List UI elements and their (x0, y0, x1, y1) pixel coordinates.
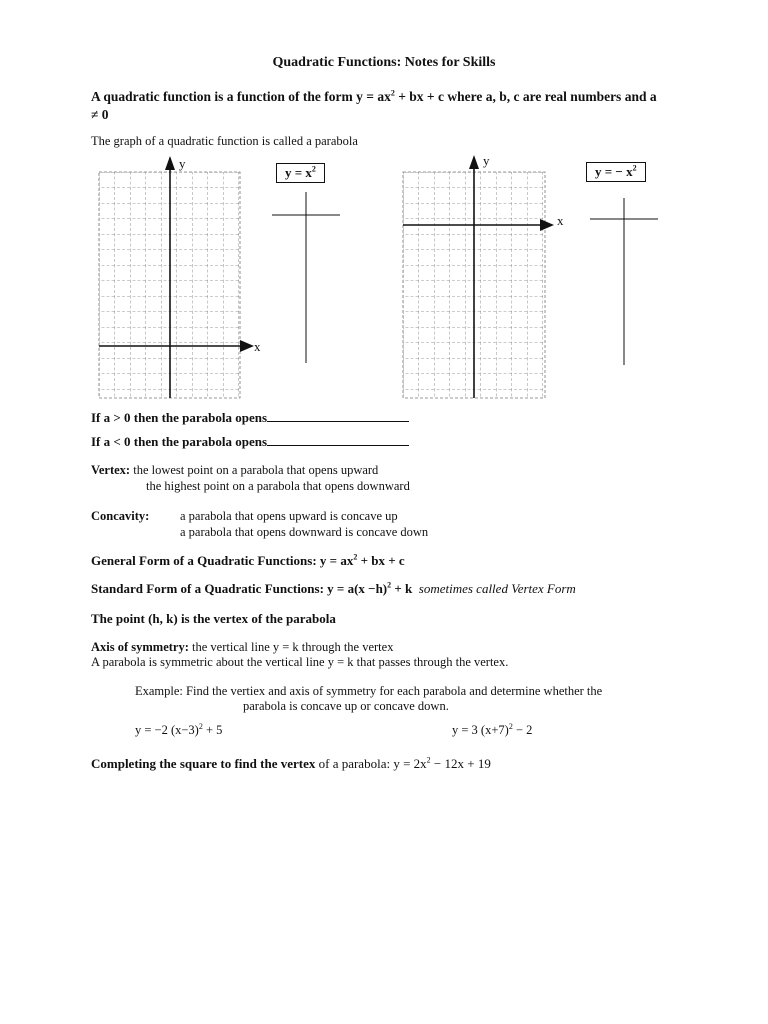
coordinate-grid-right (403, 155, 554, 398)
graph-intro: The graph of a quadratic function is called a parabola (91, 134, 358, 148)
example-instructions-line2: parabola is concave up or concave down. (243, 699, 449, 713)
t-table-right (590, 198, 658, 365)
concavity-label: Concavity: (91, 509, 150, 523)
x-axis-label-right: x (557, 213, 564, 228)
y-axis-label-left: y (179, 156, 186, 171)
axis-of-symmetry: Axis of symmetry: the vertical line y = k through the vertex (91, 640, 394, 654)
opens-up-prompt: If a > 0 then the parabola opens (91, 410, 409, 426)
definition-text: A quadratic function is a function of the form $y = ax^2$ + bx + c where a, b, c are real numbers and a ≠ 0 (91, 88, 657, 122)
page-title: Quadratic Functions: Notes for Skills (272, 55, 496, 70)
graphs-area (0, 150, 768, 410)
table-header-y-equals-neg-x-squared: y = − $x^2$ (586, 162, 646, 182)
x-axis-label-left: x (254, 339, 261, 354)
general-form: General Form of a Quadratic Functions: $y = ax^2$ + bx + c (91, 552, 405, 568)
t-table-left (272, 192, 340, 363)
example-instructions: Example: Find the vertiex and axis of symmetry for each parabola and determine whether the (135, 684, 603, 698)
vertex-point-statement: The point (h, k) is the vertex of the parabola (91, 611, 336, 626)
axis-of-symmetry-line2: A parabola is symmetric about the vertical line y = k that passes through the vertex. (91, 655, 509, 669)
y-axis-label-right: y (483, 153, 490, 168)
opens-down-prompt: If a < 0 then the parabola opens (91, 434, 409, 450)
vertex-form-note: sometimes called Vertex Form (418, 581, 576, 596)
vertex-definition-line2: the highest point on a parabola that opens downward (146, 479, 410, 493)
example-equation-1: y = −2 $(x-3)^2 + 5$ (135, 721, 223, 737)
concavity-line2: a parabola that opens downward is concave down (180, 525, 429, 539)
coordinate-grid-left (99, 156, 254, 398)
table-header-y-equals-x-squared: $y = x^2$ (276, 163, 325, 183)
vertex-definition: Vertex: the lowest point on a parabola that opens upward (91, 463, 379, 477)
answer-blank (267, 410, 409, 422)
completing-the-square: Completing the square to find the vertex of a parabola: $y = 2x^2 - 12x + 19$ (91, 755, 491, 771)
concavity-line1: a parabola that opens upward is concave up (180, 509, 398, 523)
example-equation-2: y = 3 $(x+7)^2 - 2$ (452, 721, 533, 737)
standard-form: Standard Form of a Quadratic Functions: $y = a(x -h)^2 + k$ sometimes called Vertex Form (91, 580, 576, 596)
answer-blank (267, 434, 409, 446)
